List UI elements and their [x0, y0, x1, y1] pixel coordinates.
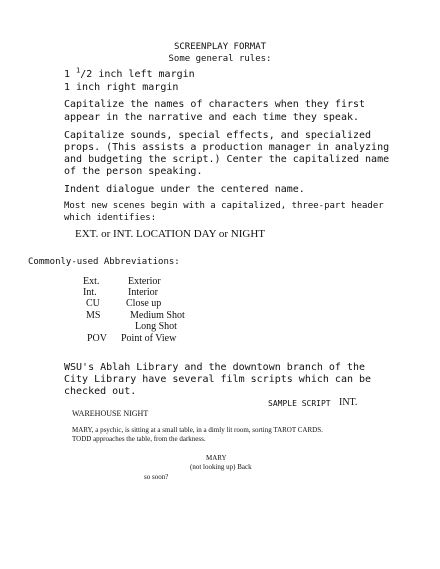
sample-dialogue: so soon?: [144, 473, 169, 481]
library-note-line: checked out.: [64, 386, 137, 397]
abbreviation-meaning: Interior: [128, 287, 158, 298]
margin-rule-left: 1 $^1$/2 inch left margin: [64, 66, 195, 80]
library-note-line: City Library have several film scripts which can be: [64, 374, 372, 385]
rule-text-line: Indent dialogue under the centered name.: [64, 184, 305, 195]
abbreviation-meaning: Exterior: [128, 276, 161, 287]
rule-text-line: Capitalize the names of characters when they first: [64, 99, 366, 110]
scene-header-example: EXT. or INT. LOCATION DAY or NIGHT: [75, 228, 266, 240]
abbreviation-meaning: Long Shot: [135, 321, 177, 332]
sample-character-name: MARY: [206, 454, 227, 462]
library-note-line: WSU's Ablah Library and the downtown branch of the: [64, 362, 366, 373]
rule-text-line: which identifies:: [64, 213, 157, 223]
abbreviations-heading: Commonly-used Abbreviations:: [28, 257, 180, 267]
abbreviation-code: Ext.: [83, 276, 100, 287]
sample-script-label: SAMPLE SCRIPT: [268, 399, 331, 408]
sample-action-line: MARY, a psychic, is sitting at a small table, in a dimly lit room, sorting TAROT CARDS.: [72, 426, 323, 434]
sample-action-line: TODD approaches the table, from the darkness.: [72, 435, 206, 443]
rule-text-line: Capitalize sounds, special effects, and specialized: [64, 130, 372, 141]
sample-parenthetical: (not looking up) Back: [190, 463, 252, 471]
rule-text-line: props. (This assists a production manager in analyzing: [64, 142, 390, 153]
document-title: SCREENPLAY FORMAT: [173, 42, 267, 52]
abbreviation-meaning: Medium Shot: [130, 310, 185, 321]
abbreviation-meaning: Close up: [126, 298, 162, 309]
rule-text-line: Most new scenes begin with a capitalized, three-part header: [64, 201, 384, 211]
abbreviation-code: POV: [87, 333, 108, 344]
abbreviation-code: Int.: [83, 287, 97, 298]
abbreviation-code: MS: [86, 310, 101, 321]
abbreviation-meaning: Point of View: [121, 333, 177, 344]
sample-scene-heading: WAREHOUSE NIGHT: [72, 409, 149, 418]
sample-scene-int: INT.: [339, 397, 358, 408]
document-subtitle: Some general rules:: [168, 54, 272, 64]
rule-text-line: and budgeting the script.) Center the capitalized name: [64, 154, 390, 165]
margin-rule-right: 1 inch right margin: [64, 82, 179, 93]
rule-text-line: appear in the narrative and each time they speak.: [64, 112, 360, 123]
rule-text-line: of the person speaking.: [64, 166, 203, 177]
abbreviation-code: CU: [86, 298, 100, 309]
